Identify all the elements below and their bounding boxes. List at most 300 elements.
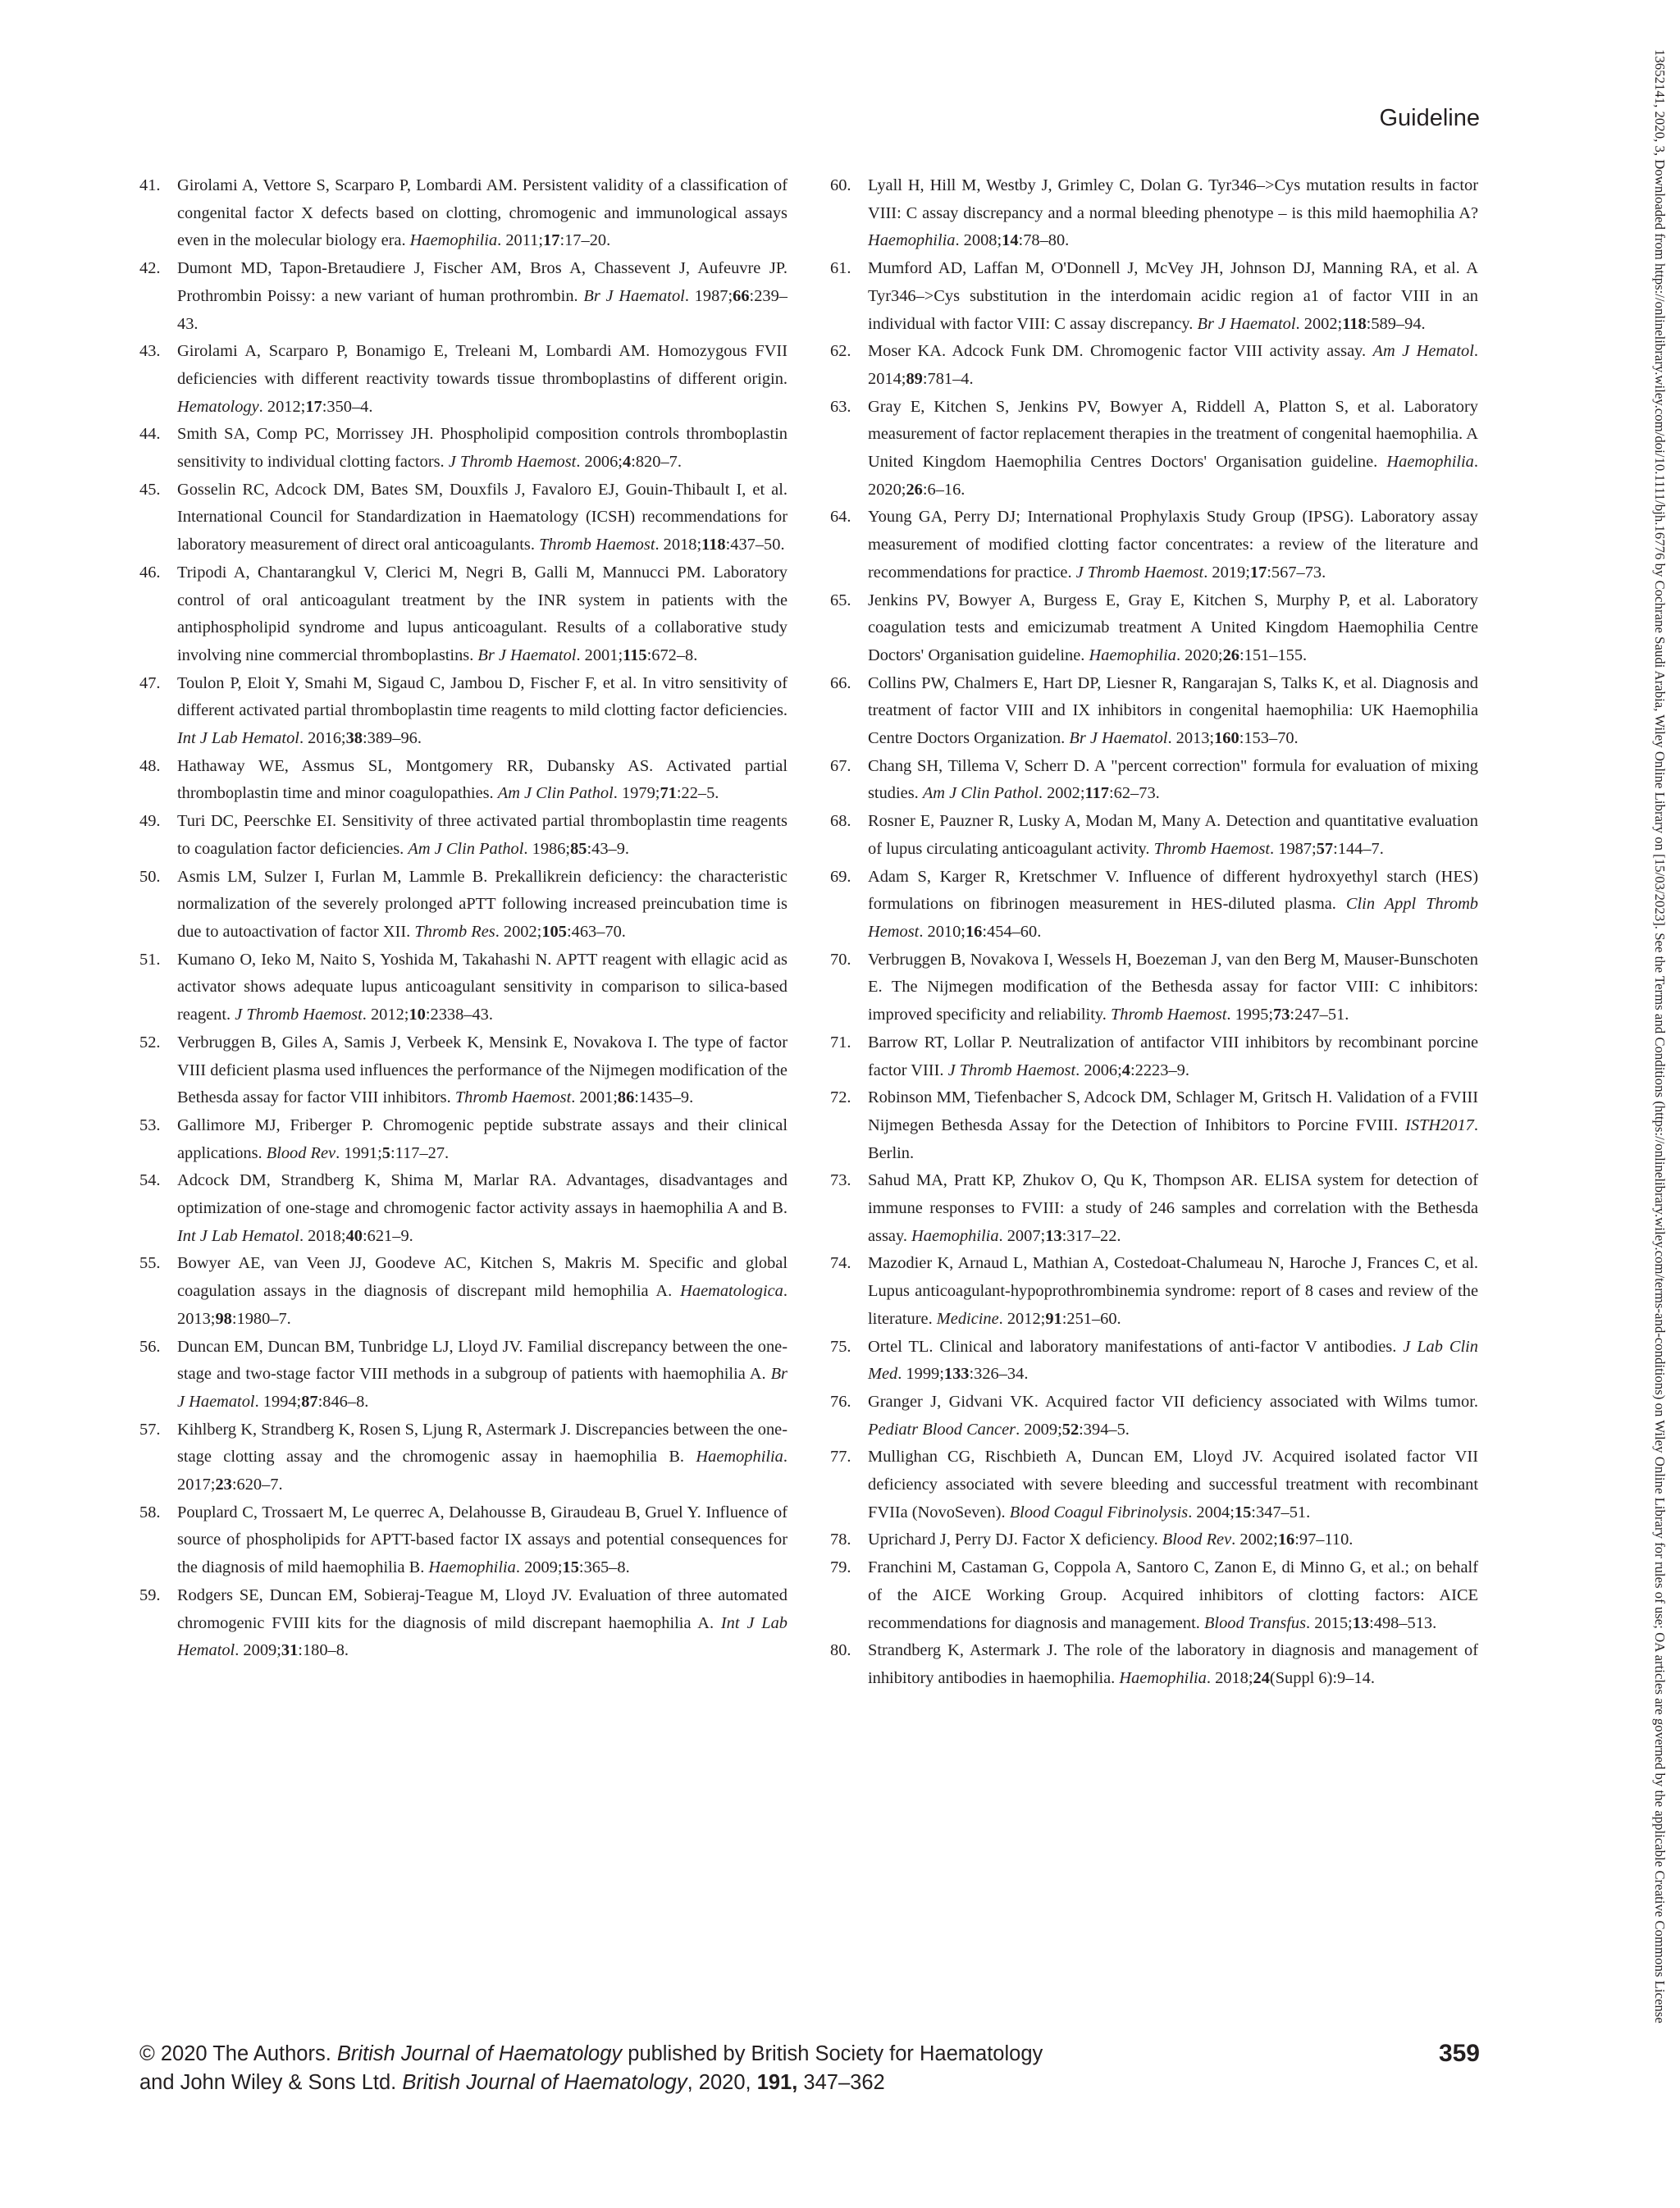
reference-number: 42.	[139, 259, 161, 278]
reference-pages: :820–7.	[631, 453, 682, 472]
reference-post: . 1986;	[523, 839, 571, 858]
reference-text	[868, 394, 1478, 504]
reference-journal: Haemophilia	[1119, 1668, 1207, 1687]
reference-pages: :22–5.	[676, 784, 719, 803]
reference-number: 76.	[830, 1392, 851, 1411]
reference-journal: Haemophilia	[696, 1448, 783, 1467]
reference-text	[177, 1416, 788, 1499]
reference-pages: :43–9.	[587, 839, 630, 858]
reference-vol: 118	[701, 536, 726, 554]
reference-pages: :846–8.	[317, 1392, 369, 1411]
reference-text	[868, 1554, 1478, 1637]
download-sidebar-note: 13652141, 2020, 3, Downloaded from https://onlinelibrary.wiley.com/doi/10.1111/bjh.16776 by Cochrane Saudi Arabia, Wiley Online Library on [15/03/2023]. See the Terms and Conditions (https://onlinelibrary.wiley.com/terms-and-conditions) on Wiley Online Library for rules of use; OA articles are governed by the applicable Creative Commons License	[1652, 49, 1668, 2023]
reference-number: 55.	[139, 1254, 161, 1273]
reference-post: . 2001;	[576, 646, 623, 664]
reference-pre: Moser KA. Adcock Funk DM. Chromogenic factor VIII activity assay.	[868, 342, 1373, 361]
reference-post: . 2013;	[1167, 729, 1215, 748]
reference-pre: Smith SA, Comp PC, Morrissey JH. Phospholipid composition controls thromboplastin sensitivity to individual clotting factors.	[177, 425, 788, 472]
reference-text	[868, 947, 1478, 1029]
reference-vol: 85	[570, 839, 587, 858]
reference-text	[868, 864, 1478, 947]
reference-post: . 2009;	[1016, 1420, 1062, 1439]
reference-pages: :347–51.	[1251, 1503, 1311, 1521]
reference-pre: Pouplard C, Trossaert M, Le querrec A, Delahousse B, Giraudeau B, Gruel Y. Influence of source of phospholipids for APTT-based factor IX assays and potential consequences for the diagnosis of mild haemophilia B.	[177, 1503, 788, 1577]
reference-pages: :78–80.	[1018, 231, 1070, 250]
reference-pages: :251–60.	[1061, 1309, 1121, 1328]
reference-number: 45.	[139, 480, 161, 499]
reference-item	[139, 1582, 788, 1665]
reference-number: 46.	[139, 563, 161, 582]
reference-number: 60.	[830, 176, 851, 194]
reference-post: . 2002;	[1295, 314, 1343, 333]
reference-pages: :6–16.	[922, 480, 966, 499]
reference-pages: :62–73.	[1109, 784, 1160, 803]
reference-journal: Clin Appl Thromb Hemost	[868, 895, 1479, 941]
reference-number: 70.	[830, 950, 851, 969]
reference-number: 50.	[139, 867, 161, 886]
reference-pre: Gallimore MJ, Friberger P. Chromogenic peptide substrate assays and their clinical applications.	[177, 1115, 788, 1162]
reference-pre: Turi DC, Peerschke EI. Sensitivity of three activated partial thromboplastin time reagents to coagulation factor deficiencies.	[177, 812, 788, 858]
reference-journal: Haemophilia	[911, 1226, 999, 1245]
reference-journal: Br J Haematol	[1069, 729, 1168, 748]
reference-text	[868, 1389, 1478, 1444]
reference-item	[830, 1334, 1478, 1389]
reference-vol: 26	[1222, 646, 1239, 664]
reference-pre: Mullighan CG, Rischbieth A, Duncan EM, Lloyd JV. Acquired isolated factor VII deficiency associated with severe bleeding and successful treatment with recombinant FVIIa (NovoSeven).	[868, 1448, 1478, 1521]
reference-vol: 73	[1273, 1006, 1290, 1024]
reference-item	[139, 1499, 788, 1582]
references-left-column	[139, 172, 788, 1665]
reference-item	[830, 1526, 1478, 1554]
reference-post: . 2007;	[998, 1226, 1046, 1245]
reference-pages: :365–8.	[578, 1558, 630, 1577]
reference-vol: 52	[1061, 1420, 1080, 1439]
reference-vol: 4	[1121, 1061, 1130, 1079]
reference-item	[139, 1029, 788, 1112]
reference-number: 62.	[830, 342, 851, 361]
reference-text	[868, 670, 1478, 753]
reference-journal: Pediatr Blood Cancer	[868, 1420, 1016, 1439]
reference-item	[139, 172, 788, 255]
reference-vol: 5	[381, 1143, 390, 1162]
reference-pre: Mumford AD, Laffan M, O'Donnell J, McVey JH, Johnson DJ, Manning RA, et al. A Tyr346–>Cys substitution in the interdomain acidic region a1 of factor VIII in an individual with factor VIII: C assay discrepancy.	[868, 259, 1478, 333]
reference-pages: :2223–9.	[1130, 1061, 1189, 1079]
reference-journal: ISTH2017	[1405, 1115, 1474, 1134]
reference-post: . 2014;	[868, 342, 1478, 388]
reference-post: . 2011;	[497, 231, 544, 250]
reference-text	[177, 1499, 788, 1582]
reference-journal: Haemophilia	[868, 231, 956, 250]
reference-number: 73.	[830, 1171, 851, 1190]
reference-text	[868, 1526, 1478, 1554]
reference-number: 48.	[139, 756, 161, 775]
reference-pages: :117–27.	[390, 1143, 450, 1162]
reference-pre: Barrow RT, Lollar P. Neutralization of antifactor VIII inhibitors by recombinant porcine factor VIII.	[868, 1033, 1478, 1079]
reference-number: 71.	[830, 1033, 851, 1052]
reference-number: 68.	[830, 812, 851, 831]
reference-pages: :463–70.	[566, 922, 626, 941]
reference-vol: 98	[215, 1309, 232, 1328]
reference-vol: 118	[1342, 314, 1367, 333]
reference-pre: Rosner E, Pauzner R, Lusky A, Modan M, Many A. Detection and quantitative evaluation of lupus circulating anticoagulant activity.	[868, 812, 1478, 858]
reference-post: . 2018;	[655, 536, 702, 554]
reference-journal: Int J Lab Hematol	[177, 1613, 788, 1660]
reference-pages: :589–94.	[1366, 314, 1426, 333]
reference-pre: Robinson MM, Tiefenbacher S, Adcock DM, Schlager M, Gritsch H. Validation of a FVIII Nijmegen Bethesda Assay for the Detection of Inhibitors to Porcine FVIII.	[868, 1088, 1478, 1134]
reference-journal: Blood Rev	[1162, 1531, 1232, 1549]
reference-vol: 86	[617, 1088, 635, 1107]
reference-vol: 24	[1253, 1668, 1270, 1687]
reference-item	[139, 338, 788, 421]
reference-item	[139, 753, 788, 808]
reference-pages: :239–43.	[177, 286, 788, 333]
reference-text	[177, 477, 788, 559]
reference-pre: Verbruggen B, Novakova I, Wessels H, Boezeman J, van den Berg M, Mauser-Bunschoten E. The Nijmegen modification of the Bethesda assay for factor VIII: C inhibitors: improved specificity and reliability.	[868, 950, 1478, 1024]
reference-journal: J Thromb Haemost	[947, 1061, 1076, 1079]
reference-pre: Rodgers SE, Duncan EM, Sobieraj-Teague M, Lloyd JV. Evaluation of three automated chromogenic FVIII kits for the diagnosis of mild discrepant haemophilia A.	[177, 1585, 788, 1632]
reference-vol: 26	[906, 480, 923, 499]
reference-text	[177, 753, 788, 808]
reference-text	[868, 1167, 1478, 1250]
reference-journal: Br J Haematol	[177, 1365, 788, 1411]
reference-journal: Thromb Haemost	[539, 536, 655, 554]
reference-text	[868, 504, 1478, 586]
reference-pre: Gosselin RC, Adcock DM, Bates SM, Douxfils J, Favaloro EJ, Gouin-Thibault I, et al. International Council for Standardization in Haematology (ICSH) recommendations for laboratory measurement of direct oral anticoagulants.	[177, 480, 788, 554]
reference-post: . 2002;	[1038, 784, 1085, 803]
reference-item	[139, 947, 788, 1029]
reference-vol: 17	[305, 397, 322, 416]
reference-post: . 2020;	[1176, 646, 1223, 664]
reference-vol: 14	[1002, 231, 1019, 250]
reference-text	[868, 1250, 1478, 1333]
page-number: 359	[1438, 2040, 1480, 2067]
reference-vol: 4	[622, 453, 632, 472]
reference-pre: Girolami A, Scarparo P, Bonamigo E, Treleani M, Lombardi AM. Homozygous FVII deficiencies with different reactivity towards tissue thromboplastins of different origin.	[177, 342, 788, 388]
reference-post: . 2018;	[299, 1226, 346, 1245]
reference-number: 69.	[830, 867, 851, 886]
reference-number: 57.	[139, 1420, 161, 1439]
reference-post: . 2004;	[1188, 1503, 1235, 1521]
reference-vol: 160	[1214, 729, 1239, 748]
reference-item	[830, 1444, 1478, 1526]
footer-line-1: © 2020 The Authors. British Journal of Haematology published by British Society for Haematology	[139, 2042, 1043, 2065]
reference-vol: 87	[301, 1392, 318, 1411]
reference-post: . 2006;	[1075, 1061, 1122, 1079]
reference-pre: Tripodi A, Chantarangkul V, Clerici M, Negri B, Galli M, Mannucci PM. Laboratory control of oral anticoagulant treatment by the INR system in patients with the antiphospholipid syndrome and lupus anticoagulant. Results of a collaborative study involving nine commercial thromboplastins.	[177, 563, 788, 664]
reference-item	[830, 338, 1478, 393]
reference-post: . 2008;	[955, 231, 1002, 250]
reference-post: . 2016;	[299, 729, 346, 748]
reference-pages: :317–22.	[1061, 1226, 1121, 1245]
reference-journal: Medicine	[936, 1309, 999, 1328]
reference-vol: 15	[1234, 1503, 1252, 1521]
reference-number: 51.	[139, 950, 161, 969]
reference-item	[830, 504, 1478, 586]
reference-text	[177, 338, 788, 421]
reference-item	[139, 808, 788, 863]
copyright-footer	[139, 2040, 1337, 2097]
reference-pre: Asmis LM, Sulzer I, Furlan M, Lammle B. Prekallikrein deficiency: the characteristic normalization of the severely prolonged aPTT following increased preincubation time is due to autoactivation of factor XII.	[177, 867, 788, 941]
reference-number: 47.	[139, 673, 161, 692]
reference-number: 78.	[830, 1531, 851, 1549]
reference-journal: Thromb Haemost	[1110, 1006, 1227, 1024]
reference-pre: Lyall H, Hill M, Westby J, Grimley C, Dolan G. Tyr346–>Cys mutation results in factor VIII: C assay discrepancy and a normal bleeding phenotype – is this mild haemophilia A?	[868, 176, 1478, 222]
reference-number: 64.	[830, 508, 851, 527]
reference-pages: :781–4.	[922, 369, 974, 388]
reference-number: 56.	[139, 1337, 161, 1356]
reference-text	[868, 587, 1478, 670]
reference-number: 44.	[139, 425, 161, 444]
reference-text	[868, 338, 1478, 393]
reference-text	[868, 808, 1478, 863]
reference-vol: 17	[543, 231, 560, 250]
reference-text	[177, 1582, 788, 1665]
reference-journal: Am J Hematol	[1372, 342, 1474, 361]
reference-item	[139, 1250, 788, 1333]
reference-vol: 91	[1045, 1309, 1062, 1328]
reference-number: 63.	[830, 397, 851, 416]
reference-journal: Blood Coagul Fibrinolysis	[1009, 1503, 1189, 1521]
reference-post: . Berlin.	[868, 1115, 1478, 1162]
reference-journal: Am J Clin Pathol	[497, 784, 614, 803]
reference-text	[177, 1334, 788, 1416]
journal-name: British Journal of Haematology	[336, 2042, 623, 2065]
reference-post: . 2018;	[1206, 1668, 1253, 1687]
reference-text	[868, 1084, 1478, 1167]
reference-pre: Adcock DM, Strandberg K, Shima M, Marlar RA. Advantages, disadvantages and optimization of one-stage and chromogenic factor activity assays in haemophilia A and B.	[177, 1171, 788, 1218]
reference-item	[830, 947, 1478, 1029]
reference-vol: 17	[1249, 563, 1267, 582]
reference-vol: 133	[943, 1365, 970, 1384]
reference-item	[139, 1167, 788, 1250]
reference-pre: Kumano O, Ieko M, Naito S, Yoshida M, Takahashi N. APTT reagent with ellagic acid as activator shows adequate lupus anticoagulant sensitivity in comparison to silica-based reagent.	[177, 950, 788, 1024]
reference-journal: Am J Clin Pathol	[408, 839, 524, 858]
reference-post: . 1987;	[684, 286, 733, 305]
reference-item	[830, 587, 1478, 670]
reference-pages: :151–155.	[1239, 646, 1308, 664]
reference-journal: J Thromb Haemost	[448, 453, 577, 472]
reference-post: . 1991;	[336, 1143, 382, 1162]
reference-journal: Br J Haematol	[1197, 314, 1296, 333]
reference-pre: Kihlberg K, Strandberg K, Rosen S, Ljung R, Astermark J. Discrepancies between the one-stage clotting assay and the chromogenic assay in haemophilia B.	[177, 1420, 788, 1467]
reference-text	[868, 172, 1478, 255]
reference-pre: Uprichard J, Perry DJ. Factor X deficiency.	[868, 1531, 1162, 1549]
reference-post: . 2012;	[998, 1309, 1046, 1328]
reference-post: . 2001;	[571, 1088, 618, 1107]
reference-pages: (Suppl 6):9–14.	[1269, 1668, 1375, 1687]
reference-journal: Br J Haematol	[477, 646, 577, 664]
reference-journal: Haemophilia	[1089, 646, 1176, 664]
reference-item	[830, 1250, 1478, 1333]
reference-vol: 13	[1352, 1613, 1370, 1632]
reference-item	[139, 864, 788, 947]
reference-journal: Blood Rev	[266, 1143, 336, 1162]
reference-number: 74.	[830, 1254, 851, 1273]
reference-text	[868, 255, 1478, 338]
reference-vol: 15	[562, 1558, 579, 1577]
reference-number: 79.	[830, 1558, 851, 1577]
reference-item	[139, 1112, 788, 1167]
reference-post: . 2012;	[362, 1006, 409, 1024]
reference-item	[830, 1167, 1478, 1250]
reference-post: . 2009;	[515, 1558, 563, 1577]
reference-number: 77.	[830, 1448, 851, 1467]
reference-item	[139, 477, 788, 559]
reference-pages: :2338–43.	[425, 1006, 493, 1024]
reference-post: . 2002;	[1231, 1531, 1278, 1549]
reference-vol: 57	[1316, 839, 1334, 858]
reference-number: 43.	[139, 342, 161, 361]
reference-item	[139, 421, 788, 476]
reference-pages: :621–9.	[363, 1226, 413, 1245]
reference-text	[868, 1334, 1478, 1389]
reference-number: 58.	[139, 1503, 161, 1521]
reference-pages: :389–96.	[363, 729, 422, 748]
reference-post: . 2020;	[868, 453, 1478, 499]
reference-vol: 38	[345, 729, 363, 748]
reference-number: 66.	[830, 673, 851, 692]
reference-text	[177, 172, 788, 255]
reference-pages: :180–8.	[298, 1641, 349, 1660]
reference-pre: Mazodier K, Arnaud L, Mathian A, Costedoat-Chalumeau N, Haroche J, Frances C, et al. Lupus anticoagulant-hypoprothrombinemia syndrome: report of 8 cases and review of the literature.	[868, 1254, 1478, 1328]
reference-item	[830, 1084, 1478, 1167]
volume: 191,	[756, 2071, 798, 2094]
reference-pages: :326–34.	[969, 1365, 1029, 1384]
reference-vol: 66	[733, 286, 750, 305]
reference-text	[868, 1444, 1478, 1526]
reference-vol: 13	[1045, 1226, 1062, 1245]
reference-item	[830, 1389, 1478, 1444]
reference-post: . 1999;	[897, 1365, 944, 1384]
reference-pre: Gray E, Kitchen S, Jenkins PV, Bowyer A, Riddell A, Platton S, et al. Laboratory measurement of factor replacement therapies in the treatment of congenital haemophilia. A United Kingdom Haemophilia Centres Doctors' Organisation guideline.	[868, 397, 1478, 472]
reference-journal: Am J Clin Pathol	[922, 784, 1039, 803]
reference-post: . 2013;	[177, 1282, 788, 1328]
reference-pages: :1980–7.	[231, 1309, 291, 1328]
reference-text	[177, 1250, 788, 1333]
reference-number: 61.	[830, 259, 851, 278]
reference-pages: :567–73.	[1267, 563, 1326, 582]
reference-journal: Br J Haematol	[583, 286, 685, 305]
reference-vol: 10	[409, 1006, 426, 1024]
reference-text	[177, 1167, 788, 1250]
reference-journal: J Thromb Haemost	[235, 1006, 363, 1024]
reference-journal: Thromb Haemost	[1153, 839, 1271, 858]
reference-post: . 1995;	[1226, 1006, 1274, 1024]
running-header: Guideline	[1379, 105, 1480, 131]
reference-number: 80.	[830, 1641, 851, 1660]
reference-pre: Ortel TL. Clinical and laboratory manifestations of anti-factor V antibodies.	[868, 1337, 1404, 1356]
reference-journal: Thromb Res	[414, 922, 495, 941]
reference-journal: Haemophilia	[428, 1558, 516, 1577]
reference-vol: 23	[215, 1476, 232, 1494]
reference-number: 53.	[139, 1115, 161, 1134]
reference-journal: Int J Lab Hematol	[177, 1226, 299, 1245]
reference-pre: Toulon P, Eloit Y, Smahi M, Sigaud C, Jambou D, Fischer F, et al. In vitro sensitivity of different activated partial thromboplastin time reagents to mild clotting factor deficiencies.	[177, 673, 788, 720]
reference-text	[868, 1029, 1478, 1084]
reference-vol: 89	[906, 369, 923, 388]
reference-journal: Blood Transfus	[1203, 1613, 1307, 1632]
reference-number: 65.	[830, 591, 851, 609]
reference-item	[139, 255, 788, 338]
reference-item	[830, 1637, 1478, 1692]
reference-pages: :247–51.	[1290, 1006, 1349, 1024]
reference-item	[139, 559, 788, 670]
reference-number: 67.	[830, 756, 851, 775]
reference-pages: :394–5.	[1079, 1420, 1130, 1439]
reference-post: . 2002;	[495, 922, 542, 941]
reference-pre: Collins PW, Chalmers E, Hart DP, Liesner R, Rangarajan S, Talks K, et al. Diagnosis and treatment of factor VIII and IX inhibitors in congenital haemophilia: UK Haemophilia Centre Doctors Organization.	[868, 673, 1478, 748]
reference-pages: :620–7.	[231, 1476, 283, 1494]
reference-number: 75.	[830, 1337, 851, 1356]
reference-text	[177, 255, 788, 338]
reference-item	[830, 1554, 1478, 1637]
reference-journal: Haemophilia	[409, 231, 498, 250]
reference-pre: Adam S, Karger R, Kretschmer V. Influence of different hydroxyethyl starch (HES) formulations on fibrinogen measurement in HES-diluted plasma.	[868, 867, 1478, 914]
reference-pre: Verbruggen B, Giles A, Samis J, Verbeek K, Mensink E, Novakova I. The type of factor VIII deficient plasma used influences the performance of the Nijmegen modification of the Bethesda assay for factor VIII inhibitors.	[177, 1033, 788, 1107]
reference-pages: :454–60.	[982, 922, 1042, 941]
reference-vol: 31	[281, 1641, 299, 1660]
reference-pre: Granger J, Gidvani VK. Acquired factor VII deficiency associated with Wilms tumor.	[868, 1392, 1478, 1411]
reference-number: 72.	[830, 1088, 851, 1107]
reference-vol: 40	[345, 1226, 363, 1245]
reference-pre: Chang SH, Tillema V, Scherr D. A "percent correction" formula for evaluation of mixing studies.	[868, 756, 1478, 803]
reference-journal: Haemophilia	[1386, 453, 1474, 472]
reference-post: . 2010;	[919, 922, 966, 941]
reference-vol: 117	[1084, 784, 1109, 803]
reference-number: 52.	[139, 1033, 161, 1052]
reference-pages: :97–110.	[1294, 1531, 1354, 1549]
reference-vol: 71	[660, 784, 677, 803]
reference-text	[868, 1637, 1478, 1692]
reference-journal: Thromb Haemost	[454, 1088, 572, 1107]
reference-journal: J Lab Clin Med	[868, 1337, 1478, 1384]
reference-item	[830, 172, 1478, 255]
footer-line-2: and John Wiley & Sons Ltd. British Journal of Haematology, 2020, 191, 347–362	[139, 2071, 885, 2094]
reference-pre: Duncan EM, Duncan BM, Tunbridge LJ, Lloyd JV. Familial discrepancy between the one-stage and two-stage factor VIII methods in a subgroup of patients with haemophilia A.	[177, 1337, 788, 1384]
reference-number: 54.	[139, 1171, 161, 1190]
reference-item	[830, 1029, 1478, 1084]
reference-pre: Hathaway WE, Assmus SL, Montgomery RR, Dubansky AS. Activated partial thromboplastin time and minor coagulopathies.	[177, 756, 788, 803]
reference-pages: :672–8.	[646, 646, 698, 664]
reference-vol: 16	[1277, 1531, 1295, 1549]
reference-journal: Hematology	[177, 397, 259, 416]
reference-number: 49.	[139, 812, 161, 831]
reference-vol: 16	[965, 922, 983, 941]
reference-text	[177, 1112, 788, 1167]
reference-post: . 2019;	[1203, 563, 1250, 582]
references-right-column	[830, 172, 1478, 1693]
reference-post: . 2012;	[258, 397, 306, 416]
reference-pre: Jenkins PV, Bowyer A, Burgess E, Gray E, Kitchen S, Murphy P, et al. Laboratory coagulation tests and emicizumab treatment A United Kingdom Haemophilia Centre Doctors' Organisation guideline.	[868, 591, 1478, 664]
reference-number: 59.	[139, 1585, 161, 1604]
reference-item	[830, 864, 1478, 947]
reference-pre: Strandberg K, Astermark J. The role of the laboratory in diagnosis and management of inhibitory antibodies in haemophilia.	[868, 1641, 1478, 1687]
reference-item	[139, 1334, 788, 1416]
reference-pre: Dumont MD, Tapon-Bretaudiere J, Fischer AM, Bros A, Chassevent J, Aufeuvre JP. Prothrombin Poissy: a new variant of human prothrombin.	[177, 259, 788, 305]
reference-item	[139, 670, 788, 753]
reference-item	[830, 394, 1478, 504]
reference-vol: 105	[541, 922, 567, 941]
reference-text	[177, 670, 788, 753]
reference-pre: Sahud MA, Pratt KP, Zhukov O, Qu K, Thompson AR. ELISA system for detection of immune responses to FVIII: a study of 246 samples and correlation with the Bethesda assay.	[868, 1171, 1478, 1245]
reference-text	[177, 1029, 788, 1112]
reference-text	[177, 421, 788, 476]
reference-pages: :350–4.	[322, 397, 373, 416]
reference-text	[177, 808, 788, 863]
reference-post: . 2006;	[576, 453, 623, 472]
reference-item	[830, 255, 1478, 338]
reference-pre: Girolami A, Vettore S, Scarparo P, Lombardi AM. Persistent validity of a classification of congenital factor X defects based on clotting, chromogenic and immunological assays even in the molecular biology era.	[177, 176, 788, 250]
